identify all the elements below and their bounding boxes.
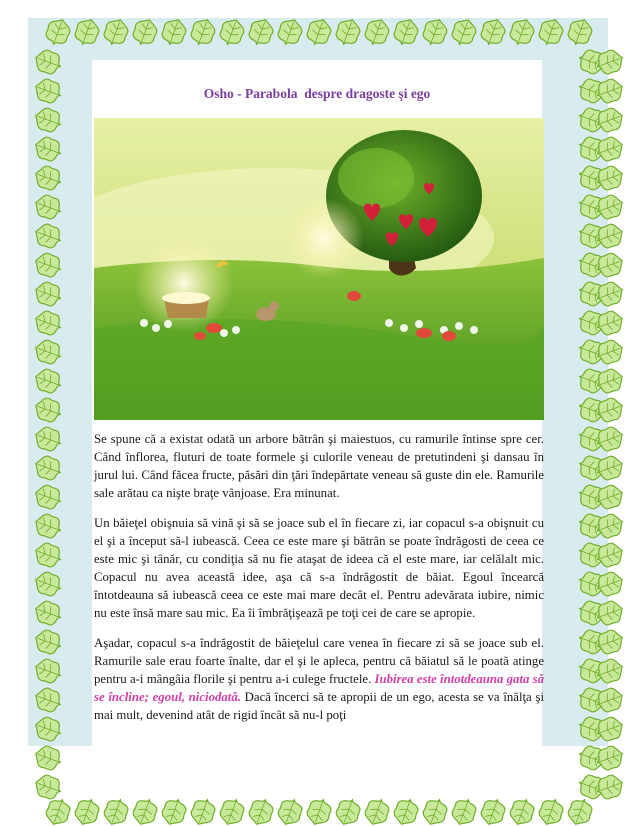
leaf-icon-bottom (101, 796, 131, 826)
leaf-icon-bottom (536, 796, 566, 826)
leaf-icon-bottom (333, 796, 363, 826)
paragraph-3-tail: Dacă încerci să te apropii de un ego, acesta se va înălţa şi mai mult, devenind atât de rigid încât să nu-l poţi (94, 690, 544, 722)
leaf-icon-bottom (391, 796, 421, 826)
leaf-icon-bottom (304, 796, 334, 826)
leaf-icon-bottom (188, 796, 218, 826)
article-body (94, 430, 544, 736)
paragraph-2: Un băieţel obişnuia să vină şi să se joace sub el în fiecare zi, iar copacul s-a obişnuit cu el şi a început să-l iubească. Ceea ce este mare şi bătrân se poate îndrăgosti de ceea ce este mic şi tânăr, cu condiţia să nu fie ataşat de ideea că el este mare, iar celălalt mic. Copacul nu avea această idee, aşa că s-a îndrăgostit de băiat. Egoul încearcă întotdeauna să iubească ceea ce este mai mare decât el. Pentru adevărata iubire, nimic nu este însă mare sau mic. Ea îi îmbrăţişează pe toţi cei de care se apropie. (94, 516, 544, 620)
leaf-icon-left (32, 772, 64, 802)
leaf-icon-bottom (72, 796, 102, 826)
leaf-icon-bottom (275, 796, 305, 826)
paragraph-3 (94, 634, 544, 724)
leaf-icon-bottom (420, 796, 450, 826)
leaf-icon-right (576, 772, 608, 802)
leaf-icon-bottom (449, 796, 479, 826)
paragraph-1: Se spune că a existat odată un arbore bătrân şi maiestuos, cu ramurile întinse spre cer. Când înflorea, fluturi de toate formele şi culorile veneau de pretutindeni şi dansau în jurul lui. Când făcea fructe, păsări din ţări îndepărtate veneau să guste din ele. Ramurile sale arătau ca nişte braţe vânjoase. Era minunat. (94, 432, 544, 500)
leaf-icon-right (576, 743, 608, 773)
leaf-icon-bottom (159, 796, 189, 826)
leaf-icon-bottom (130, 796, 160, 826)
leaf-icon-bottom (565, 796, 595, 826)
paragraph-3-lead: Aşadar, copacul s-a îndrăgostit de băieţelul care venea în fiecare zi să se joace sub el. Ramurile sale erau foarte înalte, dar el şi le apleca, pentru că băiatul să le poată atinge pentru a-i mângâia florile şi pentru a-i culege fructele. (94, 636, 544, 686)
leaf-icon-left (32, 743, 64, 773)
illustration-tree-image (94, 118, 544, 420)
page-title: Osho - Parabola despre dragoste şi ego (203, 86, 431, 101)
leaf-icon-right-outer (594, 772, 626, 802)
leaf-icon-bottom (217, 796, 247, 826)
leaf-icon-bottom (246, 796, 276, 826)
leaf-icon-right-outer (594, 743, 626, 773)
leaf-icon-bottom (362, 796, 392, 826)
emphasis-quote: Iubirea este întotdeauna gata să se încline; egoul, niciodată. (94, 672, 544, 704)
leaf-icon-bottom (507, 796, 537, 826)
leaf-icon-bottom (478, 796, 508, 826)
leaf-icon-bottom (43, 796, 73, 826)
